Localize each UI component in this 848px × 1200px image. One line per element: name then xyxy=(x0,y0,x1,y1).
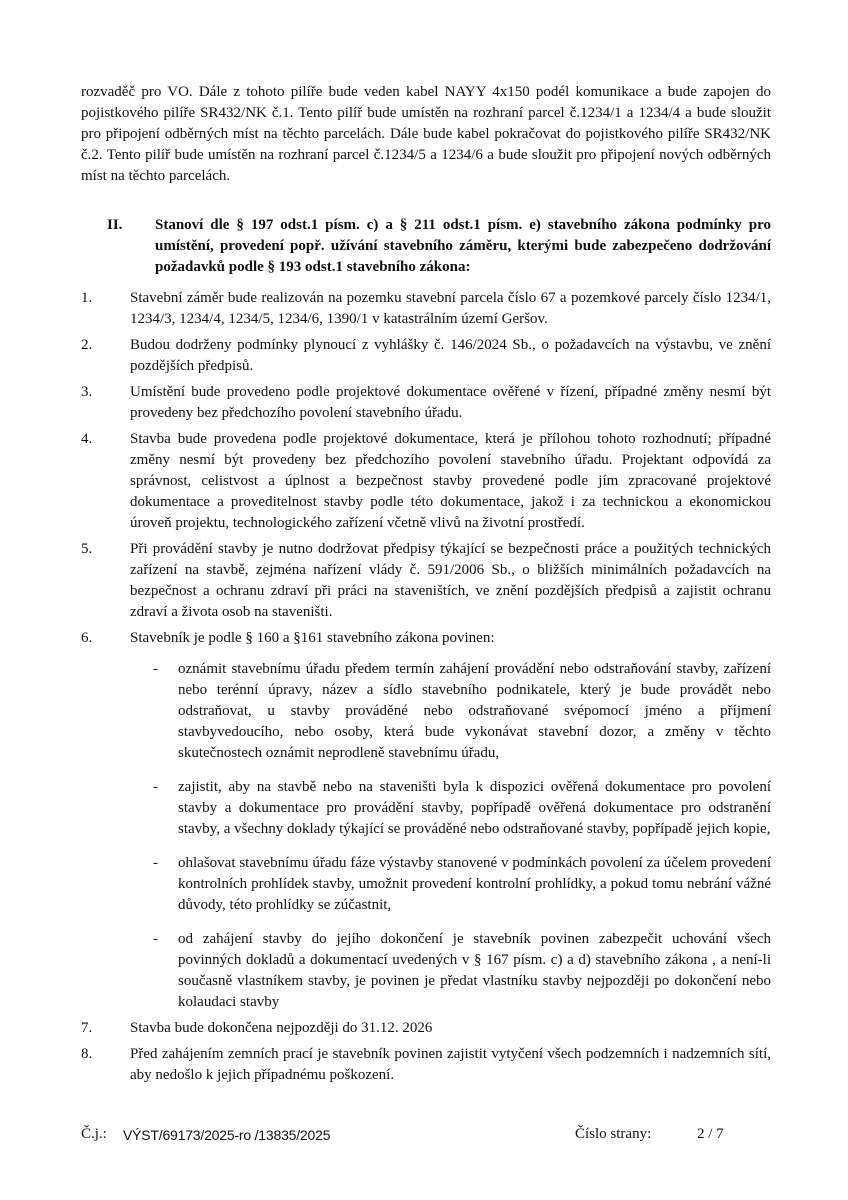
page-number-label: Číslo strany: xyxy=(575,1126,652,1142)
condition-item-6 xyxy=(81,628,771,1013)
condition-item-1 xyxy=(81,288,771,330)
continuation-paragraph: rozvaděč pro VO. Dále z tohoto pilíře bude veden kabel NAYY 4x150 podél komunikace a bude zapojen do pojistkového pilíře SR432/NK č.1. Tento pilíř bude umístěn na rozhraní parcel č.1234/1 a 1234/4 a bude sloužit pro připojení odběrných míst na těchto parcelách. Dále bude kabel pokračovat do pojistkového pilíře SR432/NK č.2. Tento pilíř bude umístěn na rozhraní parcel č.1234/5 a 1234/6 a bude sloužit pro připojení nových odběrných míst na těchto parcelách. xyxy=(81,84,771,184)
condition-number: 8. xyxy=(81,1046,93,1062)
condition-number: 1. xyxy=(81,290,93,306)
sub-item-text: ohlašovat stavebnímu úřadu fáze výstavby stanovené v podmínkách povolení za účelem provedení kontrolních prohlídek stavby, umožnit provedení kontrolní prohlídky, a pokud tomu nebrání vážné důvody, této prohlídky se zúčastnit, xyxy=(178,855,771,913)
condition-number: 4. xyxy=(81,431,93,447)
sub-item-3 xyxy=(81,853,771,916)
reference-number-label: Č.j.: xyxy=(81,1126,107,1142)
section-ii-heading xyxy=(107,215,771,278)
condition-number: 6. xyxy=(81,630,93,646)
condition-number: 5. xyxy=(81,541,93,557)
sub-item-text: oznámit stavebnímu úřadu předem termín zahájení provádění nebo odstraňování stavby, zařízení nebo terénní úpravy, název a sídlo stavebního podnikatele, který je bude provádět nebo odstraňovat, u stavby prováděné nebo odstraňované svépomocí jméno a příjmení stavbyvedoucího, nebo osoby, která bude vykonávat stavební dozor, a změny v těchto skutečnostech oznámit neprodleně stavebnímu úřadu, xyxy=(178,661,771,761)
condition-item-8 xyxy=(81,1044,771,1086)
dash-bullet: - xyxy=(153,855,158,871)
condition-item-2 xyxy=(81,335,771,377)
condition-number: 2. xyxy=(81,337,93,353)
condition-item-5 xyxy=(81,539,771,623)
condition-text: Stavebník je podle § 160 a §161 stavebního zákona povinen: xyxy=(130,630,495,646)
section-heading-text: Stanoví dle § 197 odst.1 písm. c) a § 211 odst.1 písm. e) stavebního zákona podmínky pro umístění, provedení popř. užívání stavebního záměru, kterými bude zabezpečeno dodržování požadavků podle § 193 odst.1 stavebního zákona: xyxy=(155,217,771,275)
dash-bullet: - xyxy=(153,931,158,947)
page-footer xyxy=(81,1126,771,1152)
sub-item-2 xyxy=(81,777,771,840)
condition-item-3 xyxy=(81,382,771,424)
condition-text: Stavba bude provedena podle projektové dokumentace, která je přílohou tohoto rozhodnutí; případné změny nesmí být provedeny bez předchozího povolení stavebního úřadu. Projektant odpovídá za správnost, celistvost a úplnost a bezpečnost stavby provedené podle jím zpracované projektové dokumentace a proveditelnost stavby podle této dokumentace, jakož i za technickou a ekonomickou úroveň projektu, technologického zařízení včetně vlivů na životní prostředí. xyxy=(130,431,771,531)
dash-bullet: - xyxy=(153,779,158,795)
page-number-value: 2 / 7 xyxy=(697,1126,724,1142)
condition-text: Před zahájením zemních prací je stavebník povinen zajistit vytyčení všech podzemních i nadzemních sítí, aby nedošlo k jejich případnému poškození. xyxy=(130,1046,771,1083)
sub-item-1 xyxy=(81,659,771,764)
section-numeral: II. xyxy=(107,217,123,233)
condition-text: Budou dodrženy podmínky plynoucí z vyhlášky č. 146/2024 Sb., o požadavcích na výstavbu, ve znění pozdějších předpisů. xyxy=(130,337,771,374)
sub-item-text: od zahájení stavby do jejího dokončení je stavebník povinen zabezpečit uchování všech povinných dokladů a dokumentací uvedených v § 167 písm. c) a d) stavebního zákona , a není-li současně vlastníkem stavby, je povinen je předat vlastníku stavby nejpozději po dokončení nebo kolaudaci stavby xyxy=(178,931,771,1010)
sub-item-4 xyxy=(81,929,771,1013)
condition-number: 3. xyxy=(81,384,93,400)
condition-6-sub-list xyxy=(81,659,771,1013)
dash-bullet: - xyxy=(153,661,158,677)
condition-text: Umístění bude provedeno podle projektové dokumentace ověřené v řízení, případné změny nesmí být provedeny bez předchozího povolení stavebního úřadu. xyxy=(130,384,771,421)
condition-text: Při provádění stavby je nutno dodržovat předpisy týkající se bezpečnosti práce a použitých technických zařízení na stavbě, zejména nařízení vlády č. 591/2006 Sb., o bližších minimálních požadavcích na bezpečnost a ochranu zdraví při práci na staveništích, ve znění pozdějších předpisů a zajistit ochranu zdraví a života osob na staveništi. xyxy=(130,541,771,620)
condition-number: 7. xyxy=(81,1020,93,1036)
sub-item-text: zajistit, aby na stavbě nebo na staveništi byla k dispozici ověřená dokumentace pro povolení stavby a dokumentace pro provádění stavby, popřípadě ověřená dokumentace pro odstranění stavby, a všechny doklady týkající se prováděné nebo odstraňované stavby, popřípadě jejich kopie, xyxy=(178,779,771,837)
condition-item-4 xyxy=(81,429,771,534)
condition-text: Stavební záměr bude realizován na pozemku stavební parcela číslo 67 a pozemkové parcely číslo 1234/1, 1234/3, 1234/4, 1234/5, 1234/6, 1390/1 v katastrálním území Geršov. xyxy=(130,290,771,327)
condition-item-7 xyxy=(81,1018,771,1039)
reference-number-value: VÝST/69173/2025-ro /13835/2025 xyxy=(123,1127,331,1143)
condition-text: Stavba bude dokončena nejpozději do 31.12. 2026 xyxy=(130,1020,433,1036)
page-content xyxy=(81,82,771,1091)
